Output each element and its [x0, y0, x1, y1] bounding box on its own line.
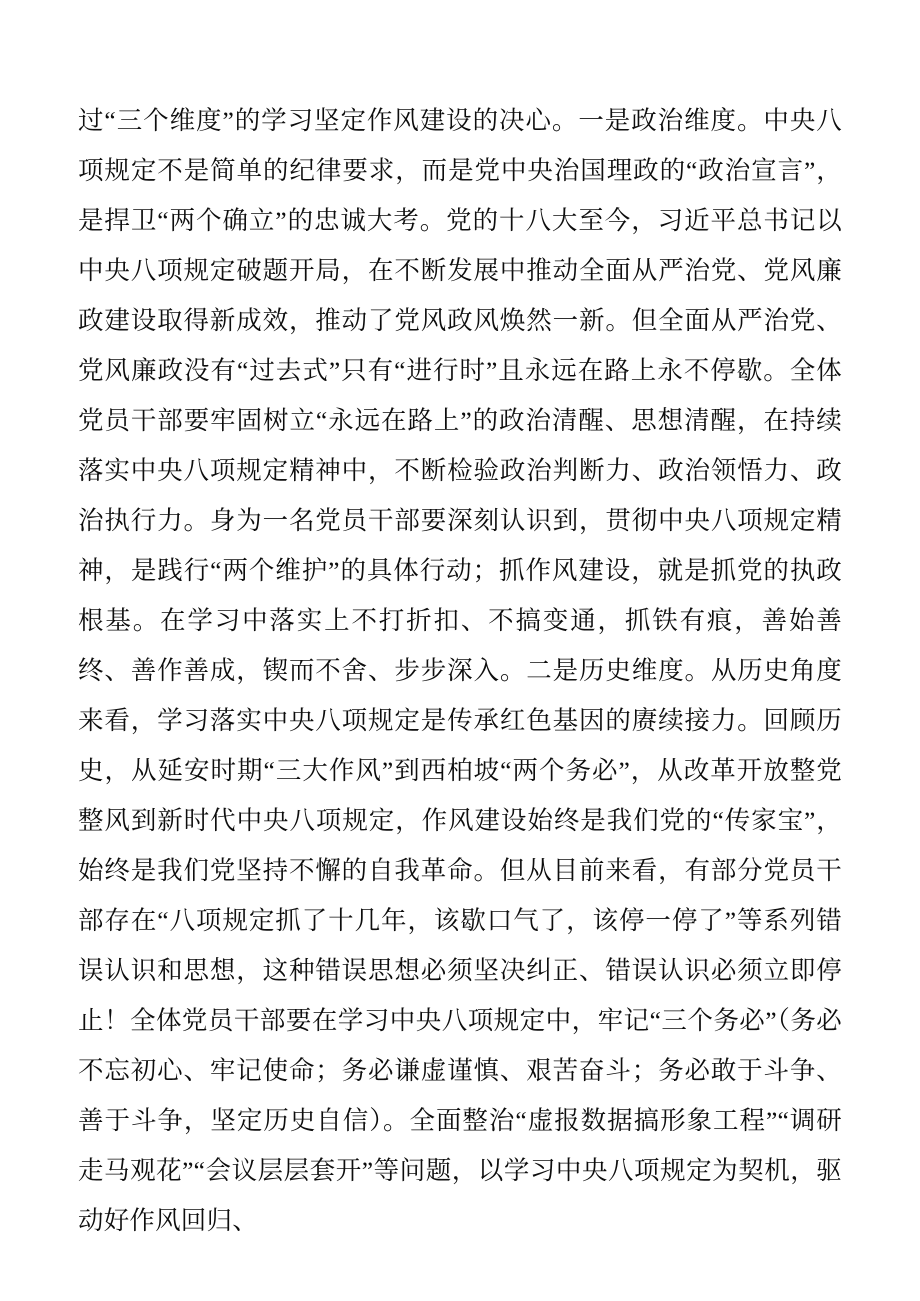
- body-paragraph: 过“三个维度”的学习坚定作风建设的决心。一是政治维度。中央八项规定不是简单的纪律要求，而是党中央治国理政的“政治宣言”，是捍卫“两个确立”的忠诚大考。党的十八大至今，习近平总书记以中央八项规定破题开局，在不断发展中推动全面从严治党、党风廉政建设取得新成效，推动了党风政风焕然一新。但全面从严治党、党风廉政没有“过去式”只有“进行时”且永远在路上永不停歇。全体党员干部要牢固树立“永远在路上”的政治清醒、思想清醒，在持续落实中央八项规定精神中，不断检验政治判断力、政治领悟力、政治执行力。身为一名党员干部要深刻认识到，贯彻中央八项规定精神，是践行“两个维护”的具体行动；抓作风建设，就是抓党的执政根基。在学习中落实上不打折扣、不搞变通，抓铁有痕，善始善终、善作善成，锲而不舍、步步深入。二是历史维度。从历史角度来看，学习落实中央八项规定是传承红色基因的赓续接力。回顾历史，从延安时期“三大作风”到西柏坡“两个务必”，从改革开放整党整风到新时代中央八项规定，作风建设始终是我们党的“传家宝”，始终是我们党坚持不懈的自我革命。但从目前来看，有部分党员干部存在“八项规定抓了十几年，该歇口气了，该停一停了”等系列错误认识和思想，这种错误思想必须坚决纠正、错误认识必须立即停止！全体党员干部要在学习中央八项规定中，牢记“三个务必”（务必不忘初心、牢记使命；务必谦虚谨慎、艰苦奋斗；务必敢于斗争、善于斗争，坚定历史自信）。全面整治“虚报数据搞形象工程”“调研走马观花”“会议层层套开”等问题，以学习中央八项规定为契机，驱动好作风回归、: [78, 106, 842, 1235]
- document-body: [78, 96, 842, 1246]
